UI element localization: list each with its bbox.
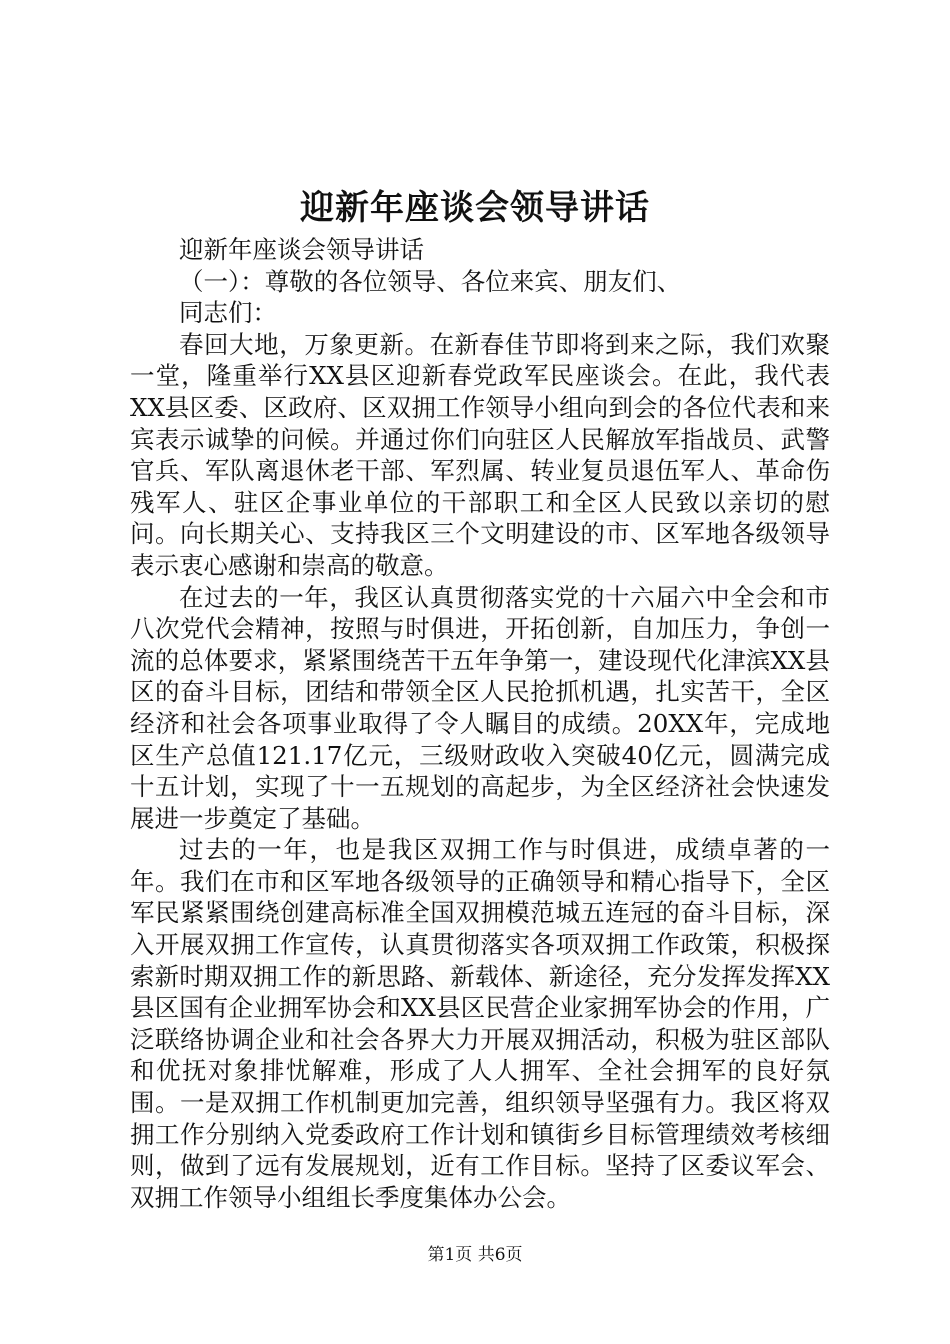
body-paragraph: 在过去的一年，我区认真贯彻落实党的十六届六中全会和市八次党代会精神，按照与时俱进，开拓创新，自加压力，争创一流的总体要求，紧紧围绕苦干五年争第一，建设现代化津滨XX县区的奋斗目标，团结和带领全区人民抢抓机遇，扎实苦干，全区经济和社会各项事业取得了令人瞩目的成绩。20XX年，完成地区生产总值121.17亿元，三级财政收入突破40亿元，圆满完成十五计划，实现了十一五规划的高起步，为全区经济社会快速发展进一步奠定了基础。 xyxy=(130,582,830,833)
page-footer: 第1页 共6页 xyxy=(427,1245,523,1265)
document-body xyxy=(130,234,830,1213)
salutation-line: 同志们： xyxy=(179,298,277,328)
salutation-line: （一）：尊敬的各位领导、各位来宾、朋友们、 xyxy=(179,266,682,296)
body-paragraph: 过去的一年，也是我区双拥工作与时俱进，成绩卓著的一年。我们在市和区军地各级领导的正确领导和精心指导下，全区军民紧紧围绕创建高标准全国双拥模范城五连冠的奋斗目标，深入开展双拥工作宣传，认真贯彻落实各项双拥工作政策，积极探索新时期双拥工作的新思路、新载体、新途径，充分发挥发挥XX县区国有企业拥军协会和XX县区民营企业家拥军协会的作用，广泛联络协调企业和社会各界大力开展双拥活动，积极为驻区部队和优抚对象排忧解难，形成了人人拥军、全社会拥军的良好氛围。一是双拥工作机制更加完善，组织领导坚强有力。我区将双拥工作分别纳入党委政府工作计划和镇街乡目标管理绩效考核细则，做到了远有发展规划，近有工作目标。坚持了区委议军会、双拥工作领导小组组长季度集体办公会。 xyxy=(130,835,830,1212)
subtitle-paragraph: 迎新年座谈会领导讲话 xyxy=(179,235,424,264)
body-paragraph: 春回大地，万象更新。在新春佳节即将到来之际，我们欢聚一堂，隆重举行XX县区迎新春党政军民座谈会。在此，我代表XX县区委、区政府、区双拥工作领导小组向到会的各位代表和来宾表示诚挚的问候。并通过你们向驻区人民解放军指战员、武警官兵、军队离退休老干部、军烈属、转业复员退伍军人、革命伤残军人、驻区企事业单位的干部职工和全区人民致以亲切的慰问。向长期关心、支持我区三个文明建设的市、区军地各级领导表示衷心感谢和崇高的敬意。 xyxy=(130,329,830,580)
document-title: 迎新年座谈会领导讲话 xyxy=(300,188,650,228)
